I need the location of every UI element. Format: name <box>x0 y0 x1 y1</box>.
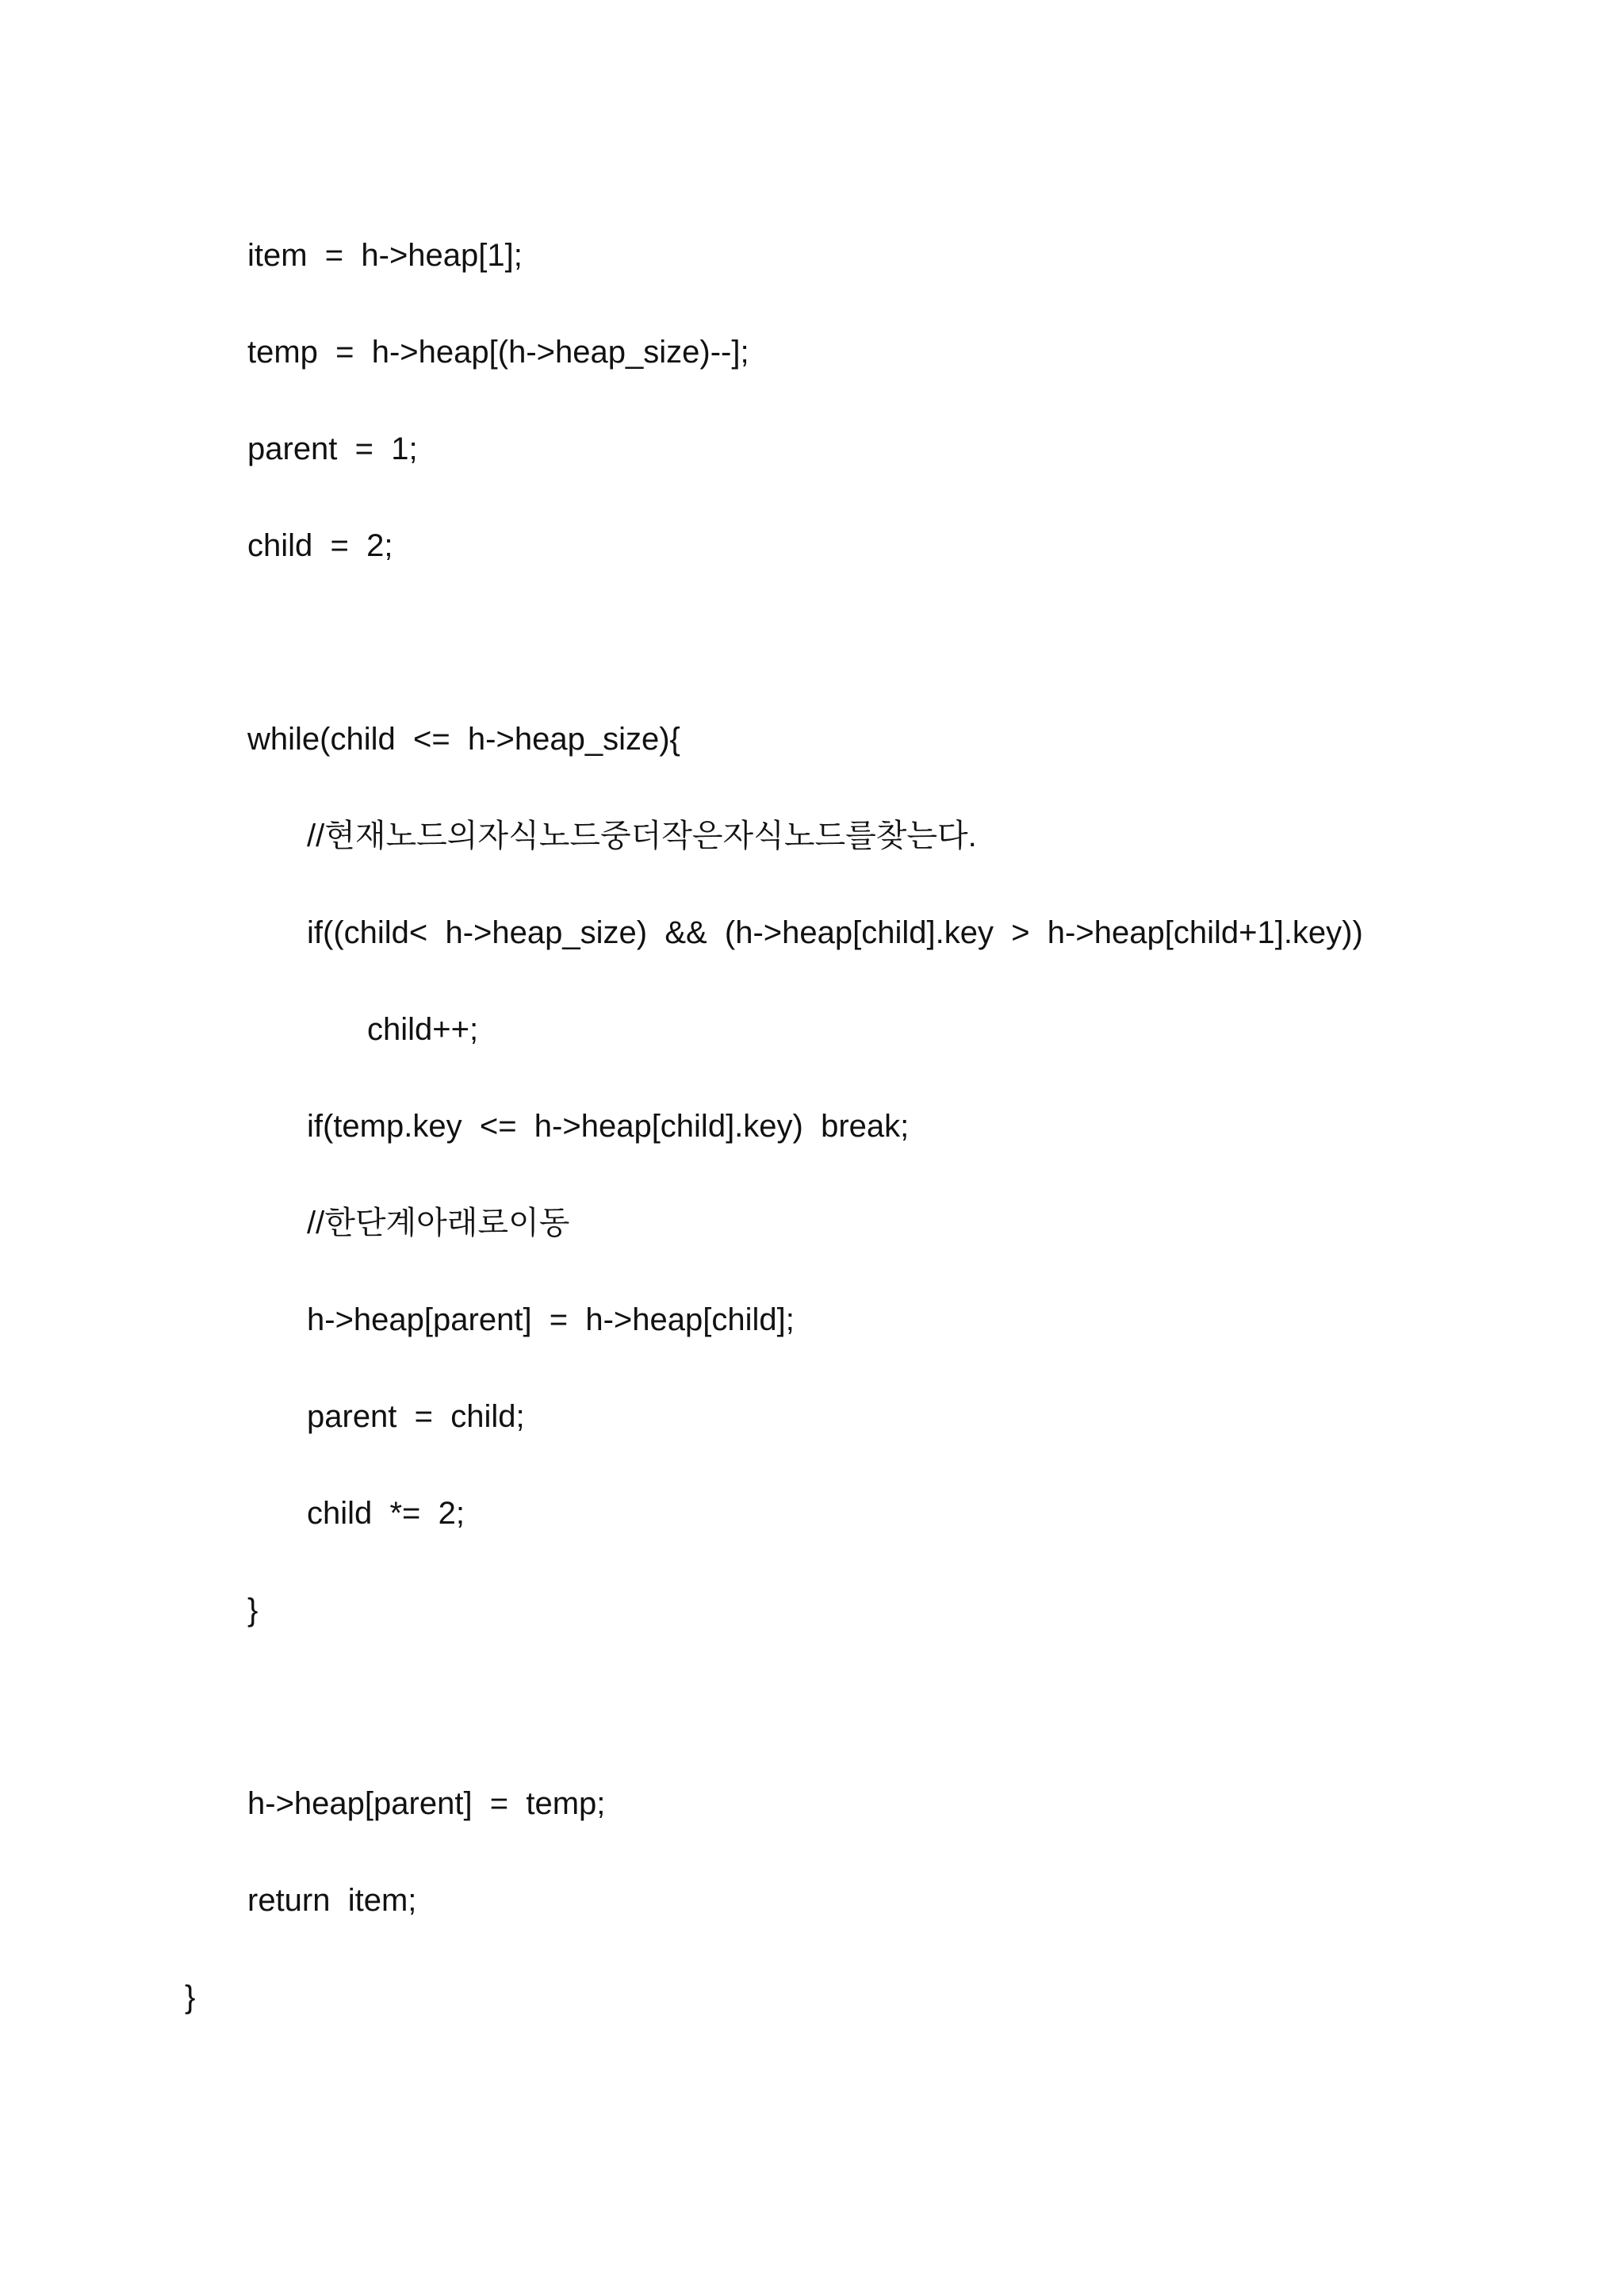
code-line-parent-init: parent = 1; <box>247 431 418 466</box>
code-line-parent-child: parent = child; <box>307 1399 525 1434</box>
code-line-item-assign: item = h->heap[1]; <box>247 238 523 273</box>
code-line-child-init: child = 2; <box>247 528 393 563</box>
code-line-child-multiply: child *= 2; <box>307 1496 465 1531</box>
code-line-function-close: } <box>185 1980 196 2015</box>
code-line-return: return item; <box>247 1883 417 1918</box>
code-line-child-increment: child++; <box>367 1012 479 1047</box>
code-comment-move-down: //한단계아래로이동 <box>307 1206 570 1240</box>
code-line-if-break: if(temp.key <= h->heap[child].key) break; <box>307 1109 910 1144</box>
code-line-temp-assign: temp = h->heap[(h->heap_size)--]; <box>247 335 749 370</box>
code-line-heap-parent-temp: h->heap[parent] = temp; <box>247 1786 606 1821</box>
code-comment-find-smaller-child: //현재노드의자식노드중더작은자식노드를찾는다. <box>307 819 977 853</box>
code-line-heap-parent-assign: h->heap[parent] = h->heap[child]; <box>307 1302 795 1337</box>
code-line-if-compare-children: if((child< h->heap_size) && (h->heap[child].key > h->heap[child+1].key)) <box>307 915 1363 950</box>
code-line-while-close: } <box>247 1593 259 1628</box>
code-line-while: while(child <= h->heap_size){ <box>247 722 680 757</box>
